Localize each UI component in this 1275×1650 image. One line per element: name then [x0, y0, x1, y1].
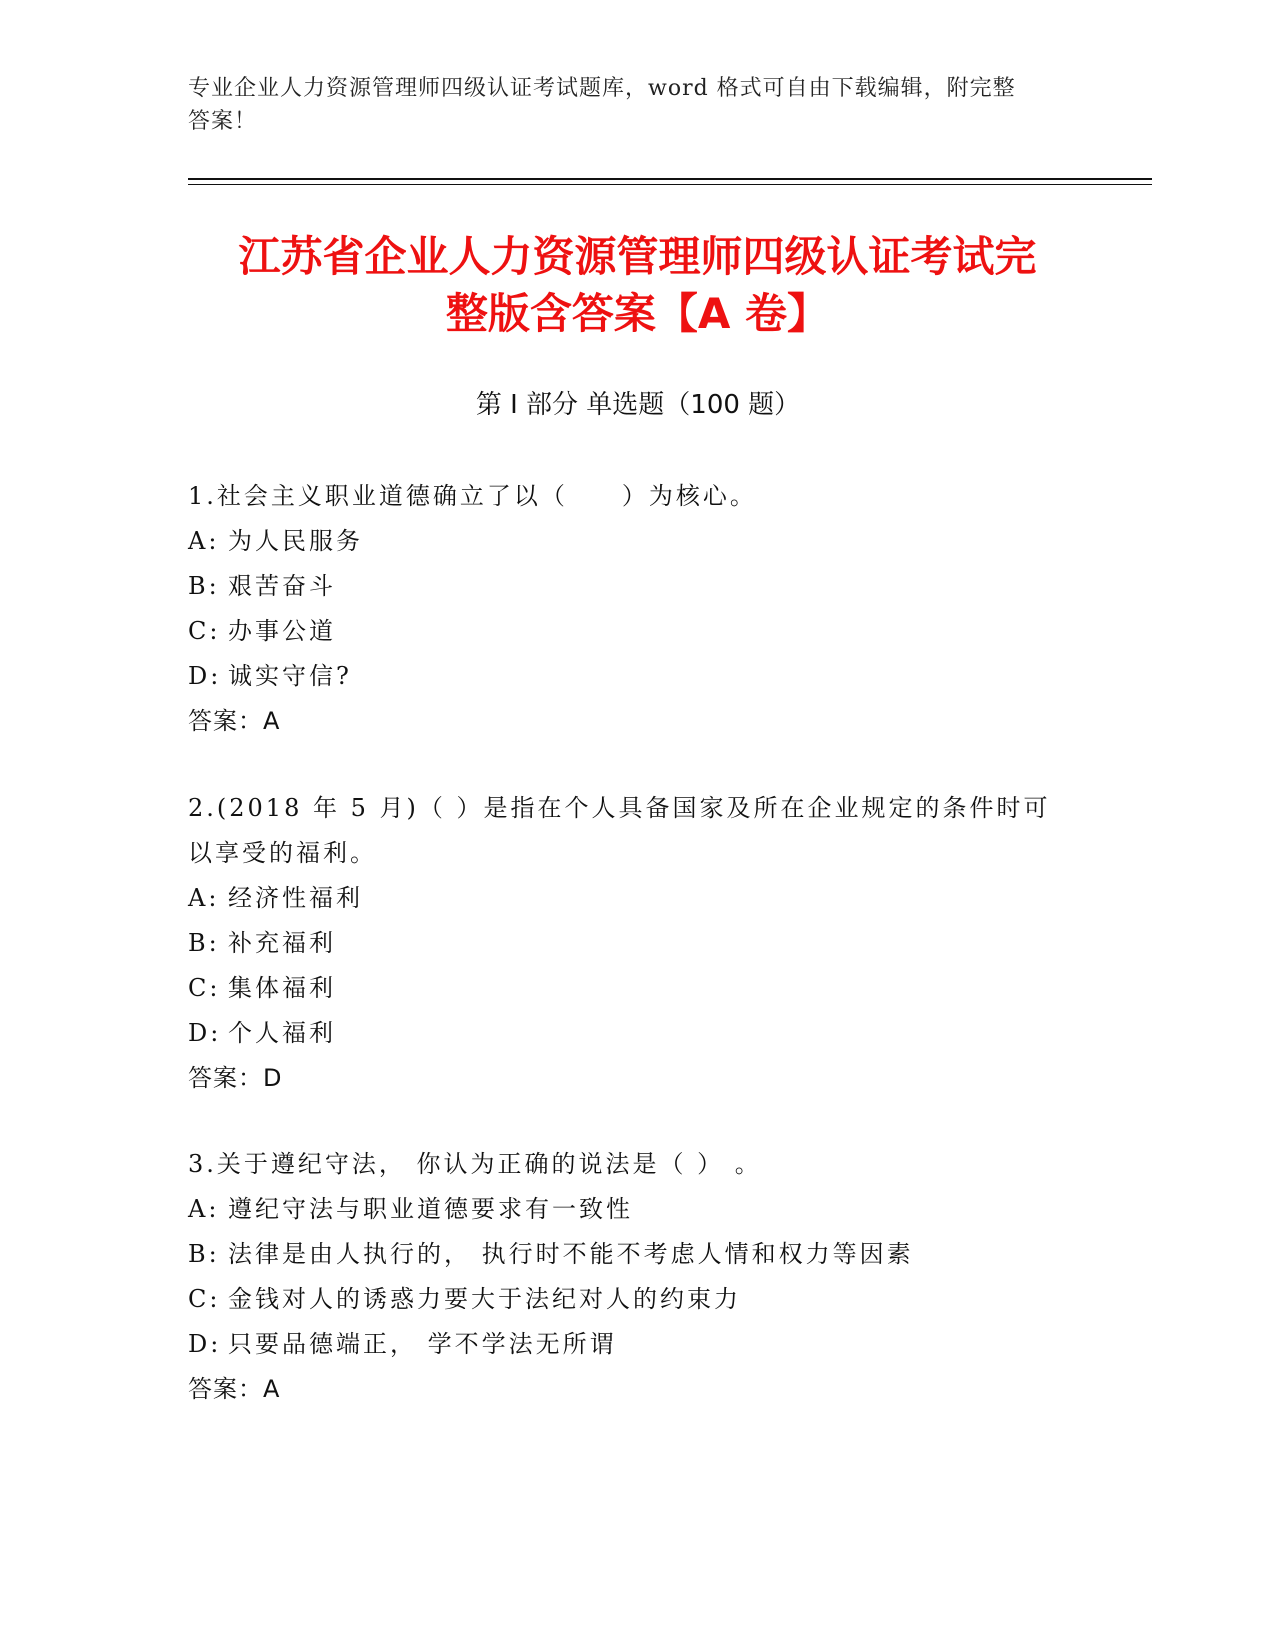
option-text: 金钱对人的诱惑力要大于法纪对人的约束力 [228, 1285, 741, 1313]
option-text: 经济性福利 [228, 884, 363, 912]
option-b [188, 1232, 1088, 1277]
option-letter: D: [188, 1330, 222, 1358]
option-b [188, 564, 1088, 609]
header-rule-thin [188, 184, 1152, 185]
question-stem-line-2: 以享受的福利。 [188, 839, 377, 867]
option-letter: B: [188, 1240, 220, 1268]
option-letter: A: [188, 884, 220, 912]
question-2 [188, 786, 1088, 1101]
option-text: 遵纪守法与职业道德要求有一致性 [228, 1195, 633, 1223]
question-stem: 1.社会主义职业道德确立了以（ ）为核心。 [188, 482, 757, 510]
question-3 [188, 1142, 1088, 1412]
option-text: 补充福利 [228, 929, 336, 957]
option-c [188, 1277, 1088, 1322]
option-letter: D: [188, 1019, 222, 1047]
option-text: 艰苦奋斗 [228, 572, 336, 600]
option-c [188, 966, 1088, 1011]
option-c [188, 609, 1088, 654]
option-letter: A: [188, 1195, 220, 1223]
option-a [188, 1187, 1088, 1232]
header-note [188, 72, 1088, 138]
header-note-line-2: 答案！ [188, 109, 258, 134]
option-letter: C: [188, 617, 221, 645]
option-d [188, 1322, 1088, 1367]
section-heading: 第 I 部分 单选题（100 题） [475, 390, 801, 420]
option-text: 为人民服务 [228, 527, 363, 555]
answer-line: 答案：A [188, 1375, 281, 1403]
option-letter: C: [188, 1285, 221, 1313]
answer-line: 答案：A [188, 707, 281, 735]
option-text: 办事公道 [228, 617, 336, 645]
option-text: 集体福利 [228, 974, 336, 1002]
option-b [188, 921, 1088, 966]
option-letter: C: [188, 974, 221, 1002]
document-title [150, 228, 1125, 342]
option-d [188, 1011, 1088, 1056]
header-note-line-1: 专业企业人力资源管理师四级认证考试题库，word 格式可自由下载编辑，附完整 [188, 76, 1016, 101]
option-text: 法律是由人执行的， 执行时不能不考虑人情和权力等因素 [228, 1240, 914, 1268]
question-stem-line-1: 2.(2018 年 5 月)（ ）是指在个人具备国家及所在企业规定的条件时可 [188, 794, 1051, 822]
option-text: 个人福利 [228, 1019, 336, 1047]
option-letter: D: [188, 662, 222, 690]
option-a [188, 876, 1088, 921]
question-stem: 3.关于遵纪守法， 你认为正确的说法是（ ） 。 [188, 1150, 762, 1178]
answer-line: 答案：D [188, 1064, 283, 1092]
document-title-line-2: 整版含答案【A 卷】 [445, 289, 830, 338]
option-a [188, 519, 1088, 564]
option-d [188, 654, 1088, 699]
option-text: 只要品德端正， 学不学法无所谓 [228, 1330, 617, 1358]
option-letter: B: [188, 929, 220, 957]
header-rule-thick [188, 178, 1152, 180]
option-letter: B: [188, 572, 220, 600]
question-1 [188, 474, 1088, 744]
option-text: 诚实守信? [228, 662, 352, 690]
document-title-line-1: 江苏省企业人力资源管理师四级认证考试完 [238, 232, 1037, 281]
option-letter: A: [188, 527, 220, 555]
